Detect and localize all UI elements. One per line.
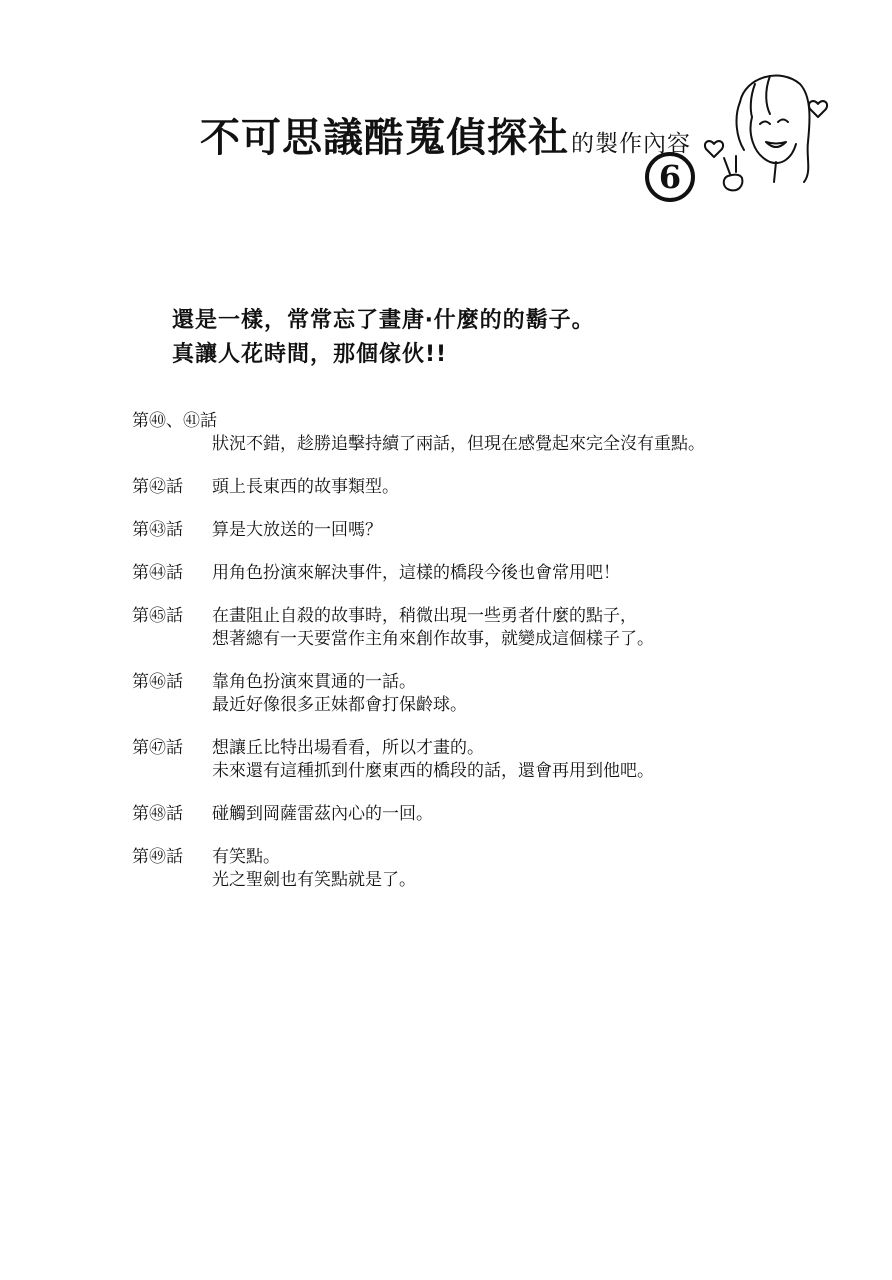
list-item bbox=[132, 671, 872, 717]
volume-digit: 6 bbox=[658, 158, 682, 196]
list-item bbox=[132, 605, 872, 651]
intro-text bbox=[172, 304, 595, 372]
list-item bbox=[132, 846, 872, 892]
episode-note: 未來還有這種抓到什麼東西的橋段的話，還會再用到他吧。 bbox=[212, 761, 654, 781]
episode-note: 想著總有一天要當作主角來創作故事，就變成這個樣子了。 bbox=[212, 629, 654, 649]
episode-note: 想讓丘比特出場看看，所以才畫的。 bbox=[212, 738, 484, 758]
episode-label: 第㊻話 bbox=[132, 672, 183, 692]
episode-note: 最近好像很多正妹都會打保齡球。 bbox=[212, 695, 467, 715]
heart-icon bbox=[809, 101, 827, 117]
heart-icon bbox=[705, 141, 723, 157]
list-item bbox=[132, 562, 872, 585]
episode-label: 第㊵、㊶話 bbox=[132, 411, 217, 431]
episode-label: 第㊸話 bbox=[132, 520, 183, 540]
episode-label: 第㊷話 bbox=[132, 477, 183, 497]
episode-note: 頭上長東西的故事類型。 bbox=[212, 477, 399, 497]
episode-label: 第㊼話 bbox=[132, 738, 183, 758]
list-item bbox=[132, 803, 872, 826]
episode-note: 光之聖劍也有笑點就是了。 bbox=[212, 870, 416, 890]
intro-line: 還是一樣，常常忘了畫唐‧什麼的的鬍子。 bbox=[172, 308, 595, 333]
episode-label: 第㊾話 bbox=[132, 847, 183, 867]
episode-note: 算是大放送的一回嗎？ bbox=[212, 520, 382, 540]
list-item bbox=[132, 410, 872, 456]
list-item bbox=[132, 519, 872, 542]
episode-note: 狀況不錯，趁勝追擊持續了兩話，但現在感覺起來完全沒有重點。 bbox=[212, 434, 705, 454]
episode-note: 碰觸到岡薩雷茲內心的一回。 bbox=[212, 804, 433, 824]
page-title bbox=[200, 106, 691, 163]
episode-note: 有笑點。 bbox=[212, 847, 280, 867]
volume-badge bbox=[645, 152, 695, 202]
episode-note: 用角色扮演來解決事件，這樣的橋段今後也會常用吧！ bbox=[212, 563, 620, 583]
episode-label: 第㊺話 bbox=[132, 606, 183, 626]
episode-label: 第㊽話 bbox=[132, 804, 183, 824]
title-suffix: 的製作內容 bbox=[571, 131, 691, 157]
author-self-portrait-icon bbox=[700, 62, 840, 212]
intro-line: 真讓人花時間，那個傢伙!! bbox=[172, 342, 448, 367]
episode-notes-list bbox=[132, 410, 872, 912]
episode-note: 靠角色扮演來貫通的一話。 bbox=[212, 672, 416, 692]
list-item bbox=[132, 476, 872, 499]
title-main: 不可思議酷蒐偵探社 bbox=[200, 114, 569, 161]
peace-sign-hand-icon bbox=[724, 156, 743, 190]
episode-label: 第㊹話 bbox=[132, 563, 183, 583]
list-item bbox=[132, 737, 872, 783]
episode-note: 在畫阻止自殺的故事時，稍微出現一些勇者什麼的點子， bbox=[212, 606, 637, 626]
